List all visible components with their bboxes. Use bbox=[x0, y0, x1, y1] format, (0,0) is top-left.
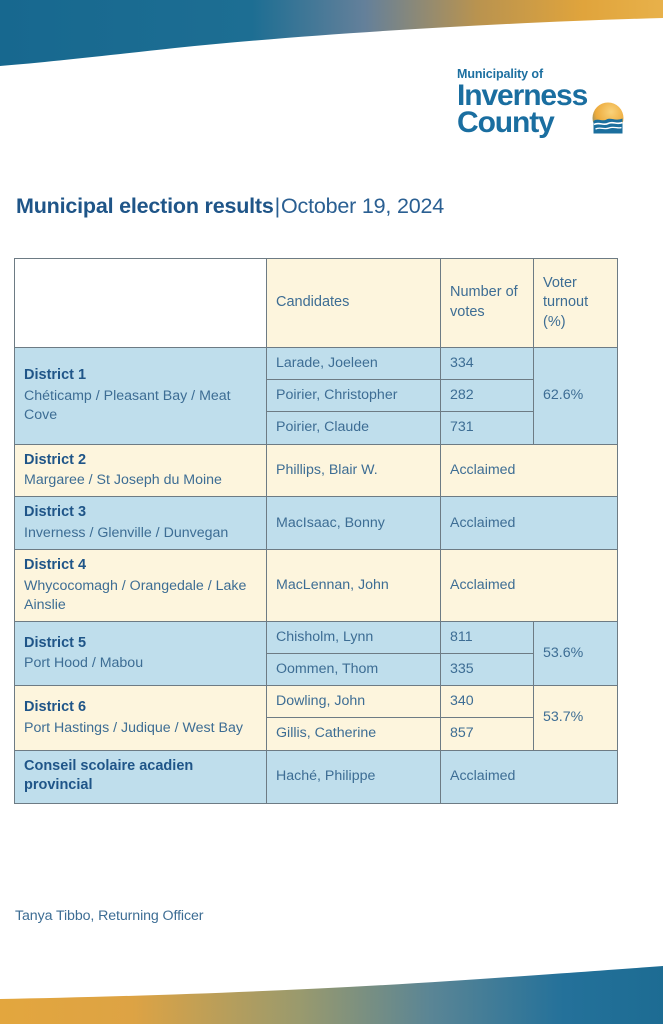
acclaimed-cell: Acclaimed bbox=[441, 549, 618, 621]
returning-officer-note: Tanya Tibbo, Returning Officer bbox=[15, 908, 204, 924]
table-header bbox=[15, 259, 618, 348]
candidate-name-cell: MacLennan, John bbox=[267, 549, 441, 621]
inverness-county-logo bbox=[457, 67, 617, 140]
top-decorative-banner bbox=[0, 0, 663, 70]
election-results-table bbox=[14, 258, 618, 804]
header-district-blank bbox=[15, 259, 267, 348]
votes-cell: 811 bbox=[441, 621, 534, 653]
table-header-row bbox=[15, 259, 618, 348]
votes-cell: 857 bbox=[441, 718, 534, 750]
candidate-name-cell: Larade, Joeleen bbox=[267, 348, 441, 380]
district-name: District 2 bbox=[24, 451, 87, 468]
candidate-name-cell: Dowling, John bbox=[267, 686, 441, 718]
table-row bbox=[15, 497, 618, 550]
top-banner-wave-shape bbox=[0, 0, 663, 70]
candidate-name-cell: Phillips, Blair W. bbox=[267, 444, 441, 497]
district-area: Whycocomagh / Orangedale / Lake Ainslie bbox=[24, 577, 247, 613]
district-cell bbox=[15, 549, 267, 621]
candidate-name-cell: Poirier, Christopher bbox=[267, 380, 441, 412]
candidate-name-cell: Gillis, Catherine bbox=[267, 718, 441, 750]
candidate-name-cell: MacIsaac, Bonny bbox=[267, 497, 441, 550]
district-area: Inverness / Glenville / Dunvegan bbox=[24, 524, 229, 541]
candidate-name-cell: Haché, Philippe bbox=[267, 750, 441, 803]
table-row bbox=[15, 444, 618, 497]
acclaimed-cell: Acclaimed bbox=[441, 497, 618, 550]
table-row bbox=[15, 621, 618, 653]
table-body bbox=[15, 348, 618, 804]
votes-cell: 282 bbox=[441, 380, 534, 412]
district-name: District 3 bbox=[24, 504, 87, 521]
votes-cell: 335 bbox=[441, 654, 534, 686]
header-voter-turnout: Voter turnout (%) bbox=[534, 259, 618, 348]
district-area: Margaree / St Joseph du Moine bbox=[24, 472, 222, 489]
district-name: Conseil scolaire acadien provincial bbox=[24, 757, 194, 794]
candidate-name-cell: Poirier, Claude bbox=[267, 412, 441, 444]
bottom-banner-wave-shape bbox=[0, 940, 663, 1024]
bottom-decorative-banner bbox=[0, 940, 663, 1024]
logo-municipality-text: Municipality of bbox=[457, 67, 544, 81]
table-row bbox=[15, 750, 618, 803]
voter-turnout-cell: 53.7% bbox=[534, 686, 618, 750]
logo-words bbox=[457, 78, 588, 140]
district-name: District 4 bbox=[24, 556, 87, 573]
district-cell bbox=[15, 444, 267, 497]
district-cell bbox=[15, 750, 267, 803]
voter-turnout-cell: 53.6% bbox=[534, 621, 618, 685]
acclaimed-cell: Acclaimed bbox=[441, 750, 618, 803]
table-row bbox=[15, 686, 618, 718]
district-cell bbox=[15, 497, 267, 550]
candidate-name-cell: Chisholm, Lynn bbox=[267, 621, 441, 653]
page-title-bold: Municipal election results bbox=[16, 194, 274, 218]
district-name: District 5 bbox=[24, 634, 87, 651]
logo-line-inverness: Inverness bbox=[457, 78, 588, 112]
page-title-separator: | bbox=[274, 194, 281, 218]
page-title-date: October 19, 2024 bbox=[281, 194, 444, 218]
district-area: Port Hood / Mabou bbox=[24, 655, 144, 672]
table-row bbox=[15, 549, 618, 621]
district-area: Chéticamp / Pleasant Bay / Meat Cove bbox=[24, 387, 231, 424]
voter-turnout-cell: 62.6% bbox=[534, 348, 618, 445]
logo-wordmark bbox=[457, 78, 617, 140]
page-title bbox=[16, 194, 444, 219]
candidate-name-cell: Oommen, Thom bbox=[267, 654, 441, 686]
votes-cell: 334 bbox=[441, 348, 534, 380]
header-candidates: Candidates bbox=[267, 259, 441, 348]
district-cell bbox=[15, 686, 267, 750]
header-number-of-votes: Number of votes bbox=[441, 259, 534, 348]
wave-sun-circle-icon bbox=[592, 102, 624, 134]
district-cell bbox=[15, 348, 267, 445]
district-cell bbox=[15, 621, 267, 685]
district-name: District 6 bbox=[24, 699, 87, 716]
table-row bbox=[15, 348, 618, 380]
logo-line-county: County bbox=[457, 106, 554, 140]
votes-cell: 340 bbox=[441, 686, 534, 718]
votes-cell: 731 bbox=[441, 412, 534, 444]
district-area: Port Hastings / Judique / West Bay bbox=[24, 719, 243, 736]
district-name: District 1 bbox=[24, 367, 87, 384]
acclaimed-cell: Acclaimed bbox=[441, 444, 618, 497]
